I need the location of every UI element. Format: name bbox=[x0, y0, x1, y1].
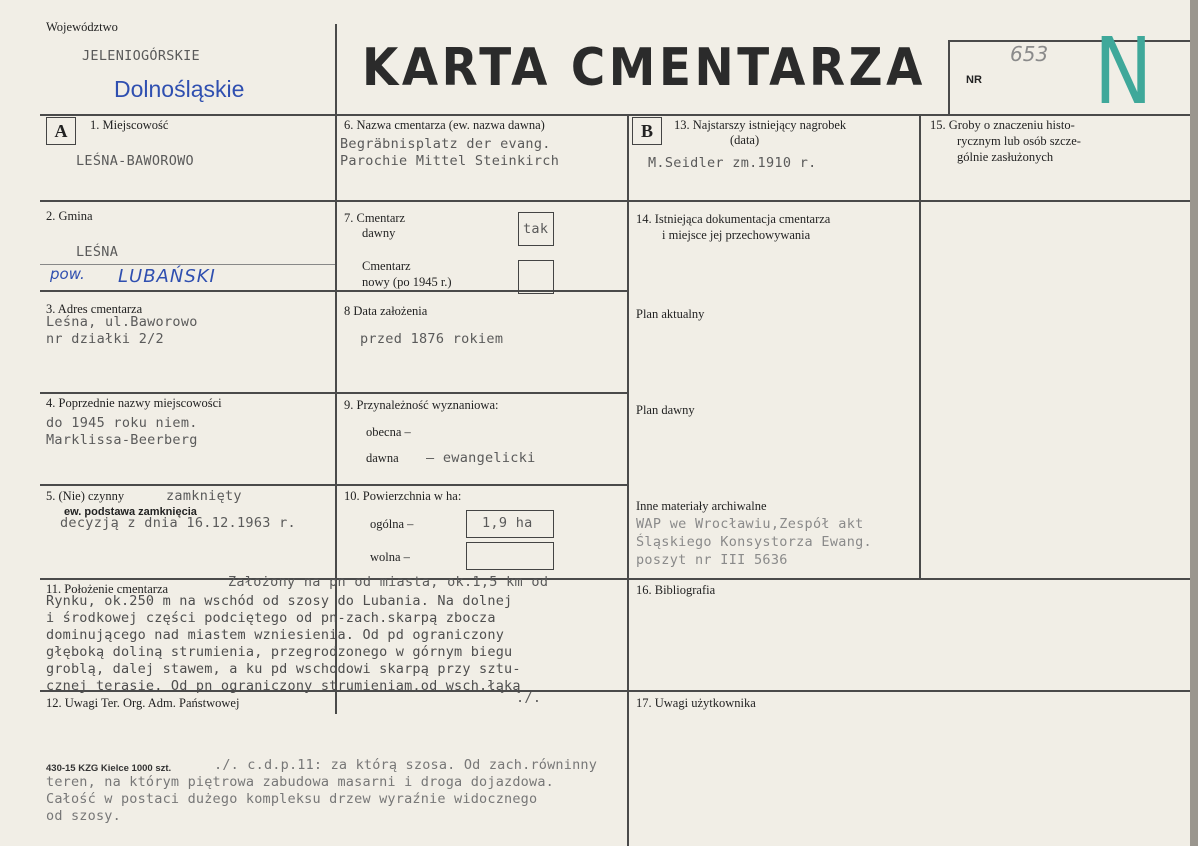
f1-value: LEŚNA-BAWOROWO bbox=[76, 153, 194, 169]
f11-continuation-mark: ./. bbox=[516, 690, 542, 706]
f8-value: przed 1876 rokiem bbox=[360, 331, 504, 347]
column-divider-2 bbox=[627, 114, 629, 846]
nr-label: NR bbox=[966, 74, 982, 86]
f16-label: 16. Bibliografia bbox=[636, 583, 716, 597]
row-divider-1 bbox=[40, 200, 1190, 202]
f7-label-new-2: nowy (po 1945 r.) bbox=[362, 275, 452, 289]
archive-line-1: WAP we Wrocławiu,Zespół akt bbox=[636, 516, 864, 532]
f3-line2: nr działki 2/2 bbox=[46, 331, 164, 347]
column-divider-3 bbox=[919, 114, 921, 579]
f5-decision: decyzją z dnia 16.12.1963 r. bbox=[60, 515, 296, 531]
f10-free-label: wolna – bbox=[370, 550, 410, 564]
free-area-box bbox=[466, 542, 554, 570]
nr-box-left bbox=[948, 40, 950, 115]
f15-label-3: gólnie zasłużonych bbox=[957, 150, 1054, 164]
f4-line1: do 1945 roku niem. bbox=[46, 415, 198, 431]
f13-value: M.Seidler zm.1910 r. bbox=[648, 155, 817, 171]
plan-old-label: Plan dawny bbox=[636, 403, 695, 417]
nr-value: 653 bbox=[1010, 42, 1049, 66]
f15-label-1: 15. Groby o znaczeniu histo- bbox=[930, 118, 1075, 132]
archive-line-3: poszyt nr III 5636 bbox=[636, 552, 788, 568]
row-divider-4 bbox=[40, 484, 628, 486]
f6-line2: Parochie Mittel Steinkirch bbox=[340, 153, 560, 169]
f3-label: 3. Adres cmentarza bbox=[46, 302, 143, 316]
header-divider bbox=[40, 114, 1190, 116]
f14-label-1: 14. Istniejąca dokumentacja cmentarza bbox=[636, 212, 831, 226]
f10-total-value: 1,9 ha bbox=[482, 515, 533, 531]
f11-first-line: Założony na pn od miasta, ok.1,5 km od bbox=[228, 574, 549, 590]
f13-sub: (data) bbox=[730, 133, 760, 147]
f4-line2: Marklissa-Beerberg bbox=[46, 432, 198, 448]
f6-line1: Begräbnisplatz der evang. bbox=[340, 136, 551, 152]
f5-label: 5. (Nie) czynny bbox=[46, 489, 125, 503]
archive-label: Inne materiały archiwalne bbox=[636, 499, 767, 513]
f2-pow-label: pow. bbox=[50, 265, 85, 283]
f9-past-label: dawna bbox=[366, 451, 399, 465]
f13-label: 13. Najstarszy istniejący nagrobek bbox=[674, 118, 847, 132]
footer-note-line-1: ./. c.d.p.11: za którą szosa. Od zach.równinny bbox=[214, 757, 598, 773]
f11-line-5: groblą, dalej stawem, a ku pd wschodowi skarpą przy sztu- bbox=[46, 661, 521, 677]
f11-line-3: dominującego nad miastem wzniesienia. Od pd ograniczony bbox=[46, 627, 505, 643]
f9-label: 9. Przynależność wyznaniowa: bbox=[344, 398, 499, 412]
plan-current-label: Plan aktualny bbox=[636, 307, 705, 321]
footer-note-line-4: od szosy. bbox=[46, 808, 121, 824]
f5-sub-label: ew. podstawa zamknięcia bbox=[64, 506, 197, 518]
page-title: KARTA CMENTARZA bbox=[362, 38, 926, 98]
nr-box-top bbox=[948, 40, 1190, 42]
wojewodztwo-stamp: Dolnośląskie bbox=[114, 76, 245, 102]
f14-label-2: i miejsce jej przechowywania bbox=[662, 228, 811, 242]
f2-pow-value: LUBAŃSKI bbox=[118, 266, 216, 287]
f7-label-new: Cmentarz bbox=[362, 259, 411, 273]
f7-old-value: tak bbox=[523, 221, 549, 237]
wojewodztwo-label: Województwo bbox=[46, 20, 118, 34]
f9-current-label: obecna – bbox=[366, 425, 411, 439]
row-divider-5 bbox=[40, 578, 1190, 580]
f10-total-label: ogólna – bbox=[370, 517, 414, 531]
f4-label: 4. Poprzednie nazwy miejscowości bbox=[46, 396, 222, 410]
f1-label: 1. Miejscowość bbox=[90, 118, 169, 132]
printer-imprint: 430-15 KZG Kielce 1000 szt. bbox=[46, 763, 172, 774]
f10-label: 10. Powierzchnia w ha: bbox=[344, 489, 462, 503]
section-a-box: A bbox=[46, 117, 76, 145]
f6-label: 6. Nazwa cmentarza (ew. nazwa dawna) bbox=[344, 118, 545, 132]
f11-line-1: Rynku, ok.250 m na wschód od szosy do Lubania. Na dolnej bbox=[46, 593, 513, 609]
f5-value: zamknięty bbox=[166, 488, 242, 504]
f11-line-2: i środkowej części podciętego od pn-zach.skarpą zbocza bbox=[46, 610, 496, 626]
f7-label-old: 7. Cmentarz bbox=[344, 211, 406, 225]
f3-line1: Leśna, ul.Bawor​owo bbox=[46, 314, 198, 330]
f12-label: 12. Uwagi Ter. Org. Adm. Państwowej bbox=[46, 696, 240, 710]
f7-label-old-2: dawny bbox=[362, 226, 396, 240]
card-edge bbox=[1190, 0, 1198, 846]
f15-label-2: rycznym lub osób szcze- bbox=[957, 134, 1081, 148]
footer-note-line-3: Całość w postaci dużego kompleksu drzew wyraźnie widocznego bbox=[46, 791, 538, 807]
f17-label: 17. Uwagi użytkownika bbox=[636, 696, 756, 710]
f11-line-4: głęboką doliną strumienia, przegrodzonego w górnym biegu bbox=[46, 644, 513, 660]
f11-line-6: cznej terasie. Od pn ograniczony strumieniam,od wsch.łąką bbox=[46, 678, 521, 694]
row-divider-3 bbox=[40, 392, 628, 394]
f11-label: 11. Położenie cmentarza bbox=[46, 582, 169, 596]
category-letter: N bbox=[1094, 18, 1153, 125]
section-b-box: B bbox=[632, 117, 662, 145]
f2-label: 2. Gmina bbox=[46, 209, 93, 223]
f8-label: 8 Data założenia bbox=[344, 304, 428, 318]
new-cemetery-checkbox bbox=[518, 260, 554, 294]
f2-value: LEŚNA bbox=[76, 244, 119, 260]
footer-note-line-2: teren, na którym piętrowa zabudowa masarni i droga dojazdowa. bbox=[46, 774, 554, 790]
wojewodztwo-typed: JELENIOGÓRSKIE bbox=[82, 48, 200, 64]
f9-past-value: – ewangelicki bbox=[426, 450, 536, 466]
archive-line-2: Śląskiego Konsystorza Ewang. bbox=[636, 534, 872, 550]
